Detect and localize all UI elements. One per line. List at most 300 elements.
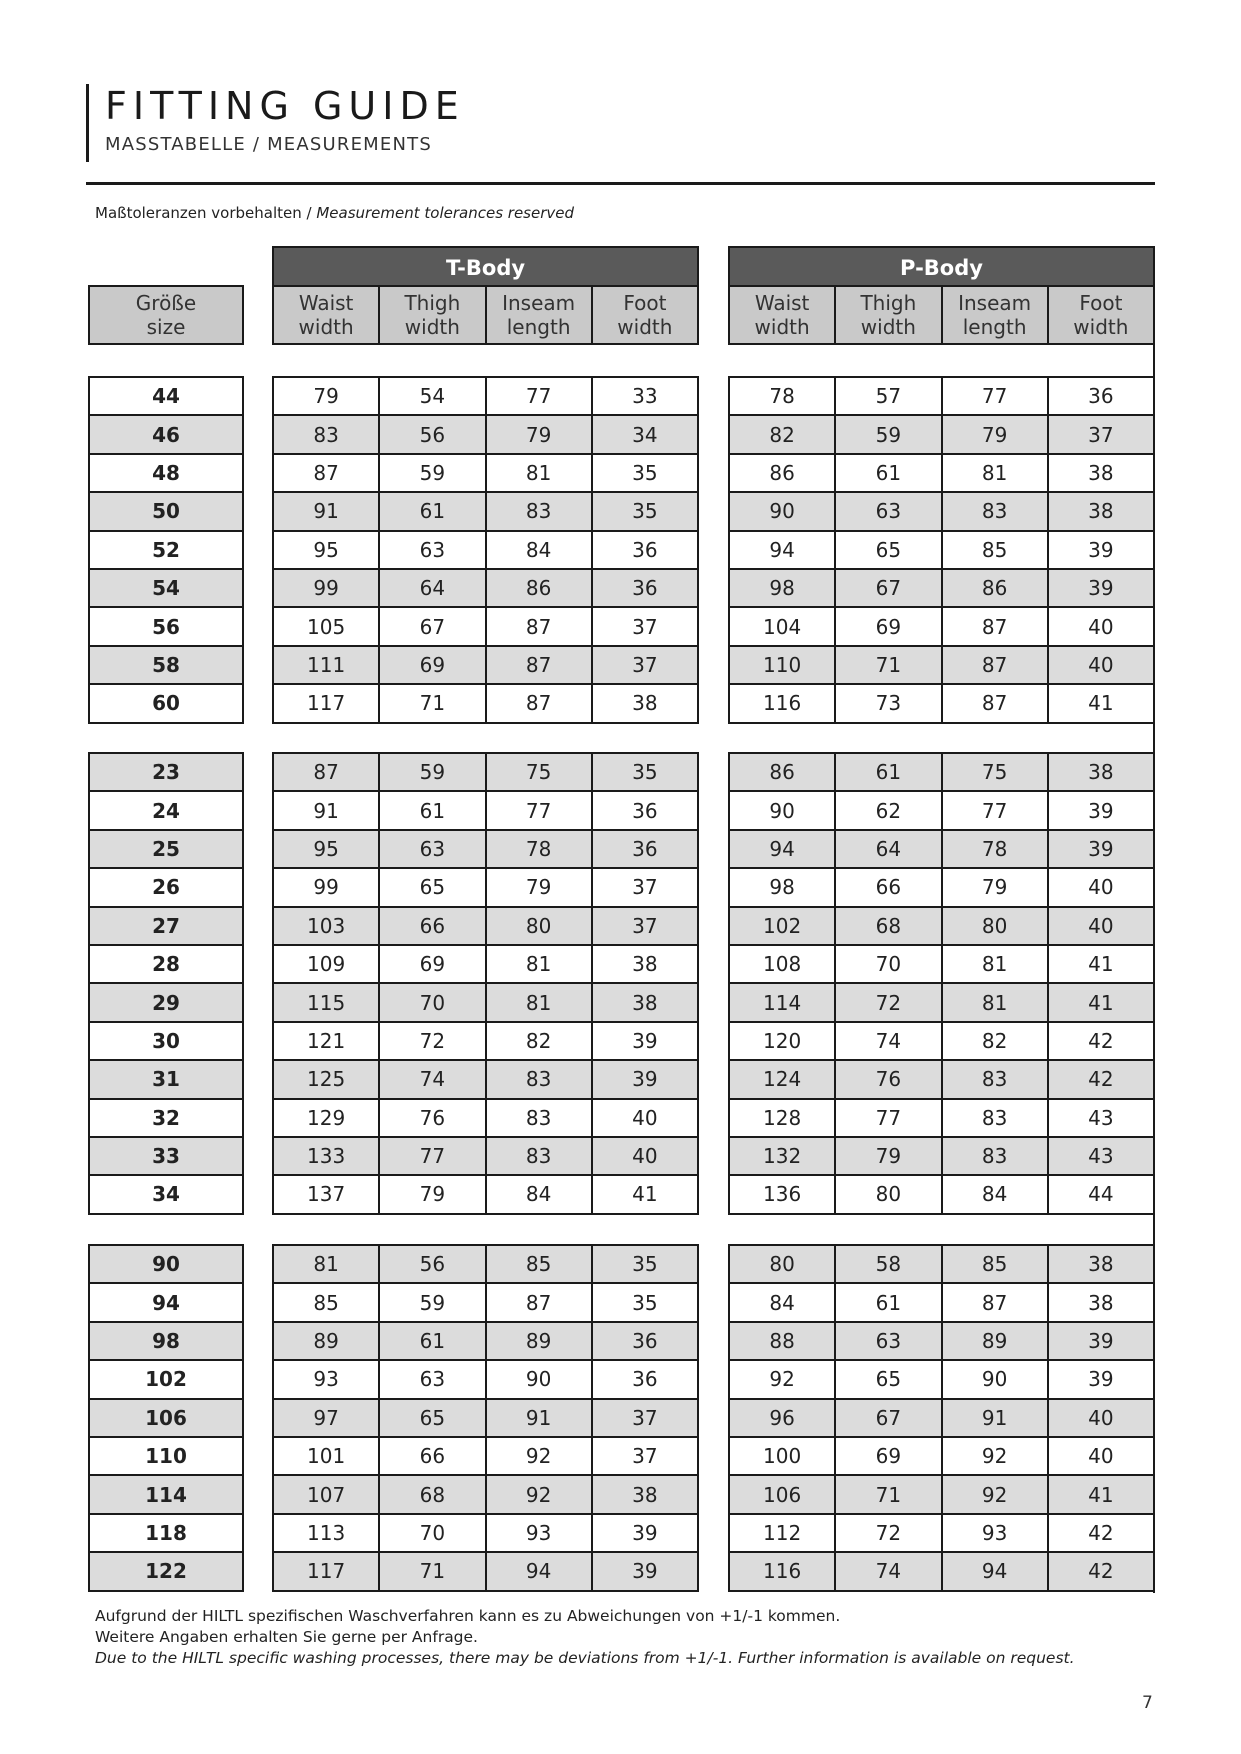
t-measurement-cell: 91 (273, 492, 379, 530)
table-row (89, 983, 243, 1021)
p-measurement-cell: 74 (835, 1552, 941, 1590)
table-row (89, 1475, 243, 1513)
t-measurement-cell: 87 (486, 1283, 592, 1321)
size-cell: 102 (89, 1360, 243, 1398)
t-measurement-cell: 33 (592, 377, 698, 415)
t-measurement-cell: 87 (486, 607, 592, 645)
table-row (89, 684, 243, 722)
p-measurement-cell: 75 (942, 753, 1048, 791)
t-measurement-cell: 95 (273, 531, 379, 569)
p-measurement-cell: 39 (1048, 791, 1154, 829)
t-measurement-cell: 109 (273, 945, 379, 983)
t-measurement-cell: 35 (592, 1283, 698, 1321)
size-cell: 122 (89, 1552, 243, 1590)
t-measurement-cell: 70 (379, 983, 485, 1021)
t-measurement-cell: 61 (379, 791, 485, 829)
p-measurement-cell: 71 (835, 1475, 941, 1513)
t-thigh-width-header: Thigh width (379, 286, 485, 344)
table-row (729, 1175, 1154, 1213)
size-cell: 90 (89, 1245, 243, 1283)
t-measurement-cell: 81 (486, 454, 592, 492)
p-measurement-cell: 69 (835, 1437, 941, 1475)
p-measurement-cell: 102 (729, 907, 835, 945)
t-measurement-cell: 68 (379, 1475, 485, 1513)
table-row (273, 1099, 698, 1137)
t-measurement-cell: 125 (273, 1060, 379, 1098)
size-cell: 118 (89, 1514, 243, 1552)
p-measurement-cell: 44 (1048, 1175, 1154, 1213)
p-measurement-cell: 85 (942, 531, 1048, 569)
p-measurement-cell: 69 (835, 607, 941, 645)
p-measurement-cell: 98 (729, 868, 835, 906)
t-measurement-cell: 83 (486, 1099, 592, 1137)
t-measurement-cell: 65 (379, 868, 485, 906)
t-measurement-cell: 87 (273, 454, 379, 492)
table-row (729, 377, 1154, 415)
table-row (729, 830, 1154, 868)
p-measurement-cell: 136 (729, 1175, 835, 1213)
t-measurement-cell: 35 (592, 454, 698, 492)
p-measurement-cell: 39 (1048, 531, 1154, 569)
t-measurement-cell: 59 (379, 454, 485, 492)
table-row (89, 945, 243, 983)
t-measurement-cell: 61 (379, 1322, 485, 1360)
table-row (729, 492, 1154, 530)
table-row (273, 646, 698, 684)
p-measurement-cell: 59 (835, 415, 941, 453)
t-measurement-cell: 90 (486, 1360, 592, 1398)
p-foot-width-header: Foot width (1048, 286, 1154, 344)
size-table-group-3 (88, 1244, 244, 1592)
p-measurement-cell: 72 (835, 983, 941, 1021)
table-row (273, 1322, 698, 1360)
size-cell: 94 (89, 1283, 243, 1321)
p-measurement-cell: 108 (729, 945, 835, 983)
t-measurement-cell: 117 (273, 1552, 379, 1590)
footnotes (95, 1606, 1075, 1669)
t-measurement-cell: 61 (379, 492, 485, 530)
t-measurement-cell: 36 (592, 830, 698, 868)
t-measurement-cell: 39 (592, 1552, 698, 1590)
p-measurement-cell: 84 (729, 1283, 835, 1321)
t-measurement-cell: 63 (379, 830, 485, 868)
size-cell: 110 (89, 1437, 243, 1475)
p-measurement-cell: 74 (835, 1022, 941, 1060)
t-measurement-cell: 83 (273, 415, 379, 453)
t-measurement-cell: 72 (379, 1022, 485, 1060)
size-header-de: Größe (135, 291, 197, 315)
p-measurement-cell: 87 (942, 646, 1048, 684)
t-measurement-cell: 37 (592, 907, 698, 945)
size-cell: 58 (89, 646, 243, 684)
table-row (729, 753, 1154, 791)
t-measurement-cell: 37 (592, 1399, 698, 1437)
p-measurement-cell: 86 (729, 753, 835, 791)
t-measurement-cell: 85 (273, 1283, 379, 1321)
table-row (729, 454, 1154, 492)
t-body-table-group-3 (272, 1244, 699, 1592)
t-measurement-cell: 66 (379, 907, 485, 945)
p-measurement-cell: 83 (942, 1137, 1048, 1175)
size-cell: 23 (89, 753, 243, 791)
size-cell: 29 (89, 983, 243, 1021)
t-measurement-cell: 66 (379, 1437, 485, 1475)
table-row (273, 569, 698, 607)
p-measurement-cell: 80 (835, 1175, 941, 1213)
p-measurement-cell: 40 (1048, 1437, 1154, 1475)
p-measurement-cell: 124 (729, 1060, 835, 1098)
table-row (273, 377, 698, 415)
p-body-column-headers (728, 285, 1155, 345)
table-row (729, 607, 1154, 645)
p-measurement-cell: 71 (835, 646, 941, 684)
p-measurement-cell: 132 (729, 1137, 835, 1175)
table-row (729, 531, 1154, 569)
p-measurement-cell: 67 (835, 569, 941, 607)
t-measurement-cell: 87 (273, 753, 379, 791)
table-row (89, 531, 243, 569)
table-row (89, 1137, 243, 1175)
size-cell: 33 (89, 1137, 243, 1175)
table-row (729, 1437, 1154, 1475)
size-cell: 106 (89, 1399, 243, 1437)
t-measurement-cell: 83 (486, 1137, 592, 1175)
t-measurement-cell: 95 (273, 830, 379, 868)
table-row (273, 1475, 698, 1513)
table-row (273, 907, 698, 945)
p-measurement-cell: 80 (729, 1245, 835, 1283)
table-row (89, 1552, 243, 1590)
p-measurement-cell: 38 (1048, 492, 1154, 530)
p-measurement-cell: 73 (835, 684, 941, 722)
p-measurement-cell: 79 (942, 868, 1048, 906)
footnote-de-1: Aufgrund der HILTL spezifischen Waschverfahren kann es zu Abweichungen von +1/-1 kommen. (95, 1607, 841, 1625)
p-measurement-cell: 84 (942, 1175, 1048, 1213)
table-row (729, 569, 1154, 607)
size-cell: 28 (89, 945, 243, 983)
footnote-en: Due to the HILTL specific washing processes, there may be deviations from +1/-1. Further information is available on request. (95, 1649, 1075, 1667)
t-measurement-cell: 94 (486, 1552, 592, 1590)
t-foot-width-header: Foot width (592, 286, 698, 344)
t-waist-width-header: Waist width (273, 286, 379, 344)
size-cell: 56 (89, 607, 243, 645)
t-measurement-cell: 137 (273, 1175, 379, 1213)
t-measurement-cell: 107 (273, 1475, 379, 1513)
table-row (729, 1022, 1154, 1060)
t-measurement-cell: 92 (486, 1475, 592, 1513)
size-header-cell (89, 286, 243, 344)
table-row (273, 454, 698, 492)
t-measurement-cell: 69 (379, 646, 485, 684)
table-row (273, 753, 698, 791)
p-measurement-cell: 39 (1048, 1322, 1154, 1360)
table-row (729, 791, 1154, 829)
table-row (273, 1552, 698, 1590)
t-measurement-cell: 71 (379, 684, 485, 722)
p-measurement-cell: 82 (942, 1022, 1048, 1060)
p-measurement-cell: 40 (1048, 646, 1154, 684)
t-measurement-cell: 67 (379, 607, 485, 645)
p-measurement-cell: 86 (729, 454, 835, 492)
t-measurement-cell: 111 (273, 646, 379, 684)
t-measurement-cell: 71 (379, 1552, 485, 1590)
size-cell: 46 (89, 415, 243, 453)
t-measurement-cell: 81 (486, 945, 592, 983)
table-row (89, 868, 243, 906)
t-measurement-cell: 40 (592, 1099, 698, 1137)
size-cell: 98 (89, 1322, 243, 1360)
table-row (89, 415, 243, 453)
table-row (273, 1283, 698, 1321)
table-row (89, 1399, 243, 1437)
p-measurement-cell: 38 (1048, 454, 1154, 492)
p-measurement-cell: 85 (942, 1245, 1048, 1283)
t-measurement-cell: 79 (486, 415, 592, 453)
table-row (273, 830, 698, 868)
table-row (89, 1175, 243, 1213)
t-measurement-cell: 81 (273, 1245, 379, 1283)
p-measurement-cell: 100 (729, 1437, 835, 1475)
tolerance-note-en: Measurement tolerances reserved (316, 204, 575, 222)
p-measurement-cell: 106 (729, 1475, 835, 1513)
t-measurement-cell: 34 (592, 415, 698, 453)
p-measurement-cell: 78 (942, 830, 1048, 868)
t-measurement-cell: 36 (592, 569, 698, 607)
page-number: 7 (1142, 1693, 1153, 1713)
size-cell: 54 (89, 569, 243, 607)
t-measurement-cell: 85 (486, 1245, 592, 1283)
t-measurement-cell: 56 (379, 1245, 485, 1283)
t-measurement-cell: 77 (486, 791, 592, 829)
p-measurement-cell: 61 (835, 1283, 941, 1321)
t-body-table-group-1 (272, 376, 699, 724)
t-measurement-cell: 86 (486, 569, 592, 607)
p-measurement-cell: 116 (729, 1552, 835, 1590)
table-row (273, 531, 698, 569)
p-body-header: P-Body (728, 246, 1155, 287)
p-waist-width-header: Waist width (729, 286, 835, 344)
p-measurement-cell: 110 (729, 646, 835, 684)
t-measurement-cell: 38 (592, 1475, 698, 1513)
table-row (729, 1060, 1154, 1098)
t-measurement-cell: 63 (379, 531, 485, 569)
table-row (273, 983, 698, 1021)
table-row (729, 684, 1154, 722)
t-measurement-cell: 91 (273, 791, 379, 829)
t-measurement-cell: 79 (486, 868, 592, 906)
p-measurement-cell: 92 (942, 1437, 1048, 1475)
p-measurement-cell: 79 (835, 1137, 941, 1175)
p-measurement-cell: 57 (835, 377, 941, 415)
size-cell: 27 (89, 907, 243, 945)
table-row (729, 1245, 1154, 1283)
p-measurement-cell: 70 (835, 945, 941, 983)
t-measurement-cell: 39 (592, 1514, 698, 1552)
p-measurement-cell: 38 (1048, 753, 1154, 791)
t-measurement-cell: 38 (592, 945, 698, 983)
table-row (273, 1360, 698, 1398)
table-row (729, 1475, 1154, 1513)
p-measurement-cell: 104 (729, 607, 835, 645)
p-measurement-cell: 79 (942, 415, 1048, 453)
p-measurement-cell: 58 (835, 1245, 941, 1283)
p-measurement-cell: 112 (729, 1514, 835, 1552)
t-measurement-cell: 79 (379, 1175, 485, 1213)
p-measurement-cell: 67 (835, 1399, 941, 1437)
p-measurement-cell: 42 (1048, 1060, 1154, 1098)
t-measurement-cell: 87 (486, 684, 592, 722)
p-measurement-cell: 94 (729, 830, 835, 868)
table-row (273, 415, 698, 453)
t-measurement-cell: 83 (486, 492, 592, 530)
p-measurement-cell: 92 (729, 1360, 835, 1398)
table-row (89, 492, 243, 530)
t-measurement-cell: 35 (592, 492, 698, 530)
p-measurement-cell: 37 (1048, 415, 1154, 453)
t-measurement-cell: 91 (486, 1399, 592, 1437)
t-measurement-cell: 63 (379, 1360, 485, 1398)
t-measurement-cell: 99 (273, 569, 379, 607)
p-measurement-cell: 92 (942, 1475, 1048, 1513)
tolerance-note (95, 204, 574, 222)
p-measurement-cell: 41 (1048, 1475, 1154, 1513)
t-measurement-cell: 84 (486, 1175, 592, 1213)
p-measurement-cell: 40 (1048, 907, 1154, 945)
p-measurement-cell: 39 (1048, 1360, 1154, 1398)
t-measurement-cell: 65 (379, 1399, 485, 1437)
table-row (729, 1360, 1154, 1398)
t-measurement-cell: 133 (273, 1137, 379, 1175)
p-measurement-cell: 91 (942, 1399, 1048, 1437)
table-row (273, 1022, 698, 1060)
p-measurement-cell: 39 (1048, 569, 1154, 607)
p-measurement-cell: 39 (1048, 830, 1154, 868)
table-row (89, 1060, 243, 1098)
p-measurement-cell: 42 (1048, 1552, 1154, 1590)
size-cell: 30 (89, 1022, 243, 1060)
p-measurement-cell: 82 (729, 415, 835, 453)
table-row (729, 868, 1154, 906)
table-row (729, 1399, 1154, 1437)
table-row (89, 1514, 243, 1552)
p-measurement-cell: 76 (835, 1060, 941, 1098)
p-measurement-cell: 61 (835, 454, 941, 492)
table-row (729, 945, 1154, 983)
t-measurement-cell: 117 (273, 684, 379, 722)
p-measurement-cell: 83 (942, 1099, 1048, 1137)
p-measurement-cell: 81 (942, 454, 1048, 492)
p-measurement-cell: 41 (1048, 945, 1154, 983)
table-row (89, 1322, 243, 1360)
table-row (273, 1137, 698, 1175)
p-measurement-cell: 88 (729, 1322, 835, 1360)
p-measurement-cell: 94 (942, 1552, 1048, 1590)
p-measurement-cell: 41 (1048, 983, 1154, 1021)
t-measurement-cell: 74 (379, 1060, 485, 1098)
size-table-group-2 (88, 752, 244, 1215)
t-measurement-cell: 93 (486, 1514, 592, 1552)
size-header-en: size (146, 315, 186, 339)
t-measurement-cell: 129 (273, 1099, 379, 1137)
p-measurement-cell: 40 (1048, 1399, 1154, 1437)
table-row (273, 492, 698, 530)
p-measurement-cell: 64 (835, 830, 941, 868)
table-row (729, 1099, 1154, 1137)
p-measurement-cell: 41 (1048, 684, 1154, 722)
table-row (89, 1283, 243, 1321)
t-measurement-cell: 93 (273, 1360, 379, 1398)
table-row (89, 1437, 243, 1475)
table-row (89, 607, 243, 645)
table-row (273, 945, 698, 983)
t-measurement-cell: 37 (592, 868, 698, 906)
table-row (273, 1437, 698, 1475)
t-body-column-headers (272, 285, 699, 345)
t-measurement-cell: 77 (486, 377, 592, 415)
size-table-group-1 (88, 376, 244, 724)
size-cell: 24 (89, 791, 243, 829)
table-row (729, 1514, 1154, 1552)
p-measurement-cell: 77 (835, 1099, 941, 1137)
t-measurement-cell: 113 (273, 1514, 379, 1552)
p-measurement-cell: 40 (1048, 868, 1154, 906)
table-row (89, 377, 243, 415)
t-measurement-cell: 78 (486, 830, 592, 868)
p-measurement-cell: 93 (942, 1514, 1048, 1552)
size-cell: 34 (89, 1175, 243, 1213)
table-row (89, 830, 243, 868)
t-measurement-cell: 40 (592, 1137, 698, 1175)
table-row (89, 791, 243, 829)
t-measurement-cell: 39 (592, 1022, 698, 1060)
t-measurement-cell: 37 (592, 1437, 698, 1475)
table-row (729, 1137, 1154, 1175)
t-measurement-cell: 79 (273, 377, 379, 415)
table-row (729, 1322, 1154, 1360)
t-measurement-cell: 105 (273, 607, 379, 645)
table-row (89, 1099, 243, 1137)
table-row (89, 753, 243, 791)
p-measurement-cell: 43 (1048, 1099, 1154, 1137)
p-measurement-cell: 128 (729, 1099, 835, 1137)
t-measurement-cell: 103 (273, 907, 379, 945)
table-row (729, 415, 1154, 453)
p-measurement-cell: 86 (942, 569, 1048, 607)
table-row (273, 1245, 698, 1283)
t-measurement-cell: 80 (486, 907, 592, 945)
p-measurement-cell: 72 (835, 1514, 941, 1552)
t-measurement-cell: 59 (379, 753, 485, 791)
p-measurement-cell: 87 (942, 684, 1048, 722)
p-measurement-cell: 80 (942, 907, 1048, 945)
title-block (86, 84, 465, 162)
p-measurement-cell: 120 (729, 1022, 835, 1060)
p-measurement-cell: 61 (835, 753, 941, 791)
p-inseam-length-header: Inseam length (942, 286, 1048, 344)
p-measurement-cell: 77 (942, 791, 1048, 829)
table-row (729, 1552, 1154, 1590)
tolerance-note-de: Maßtoleranzen vorbehalten / (95, 204, 317, 222)
t-measurement-cell: 59 (379, 1283, 485, 1321)
p-measurement-cell: 98 (729, 569, 835, 607)
p-measurement-cell: 77 (942, 377, 1048, 415)
t-measurement-cell: 77 (379, 1137, 485, 1175)
p-measurement-cell: 38 (1048, 1245, 1154, 1283)
table-row (89, 454, 243, 492)
p-measurement-cell: 65 (835, 531, 941, 569)
t-measurement-cell: 37 (592, 607, 698, 645)
t-measurement-cell: 41 (592, 1175, 698, 1213)
